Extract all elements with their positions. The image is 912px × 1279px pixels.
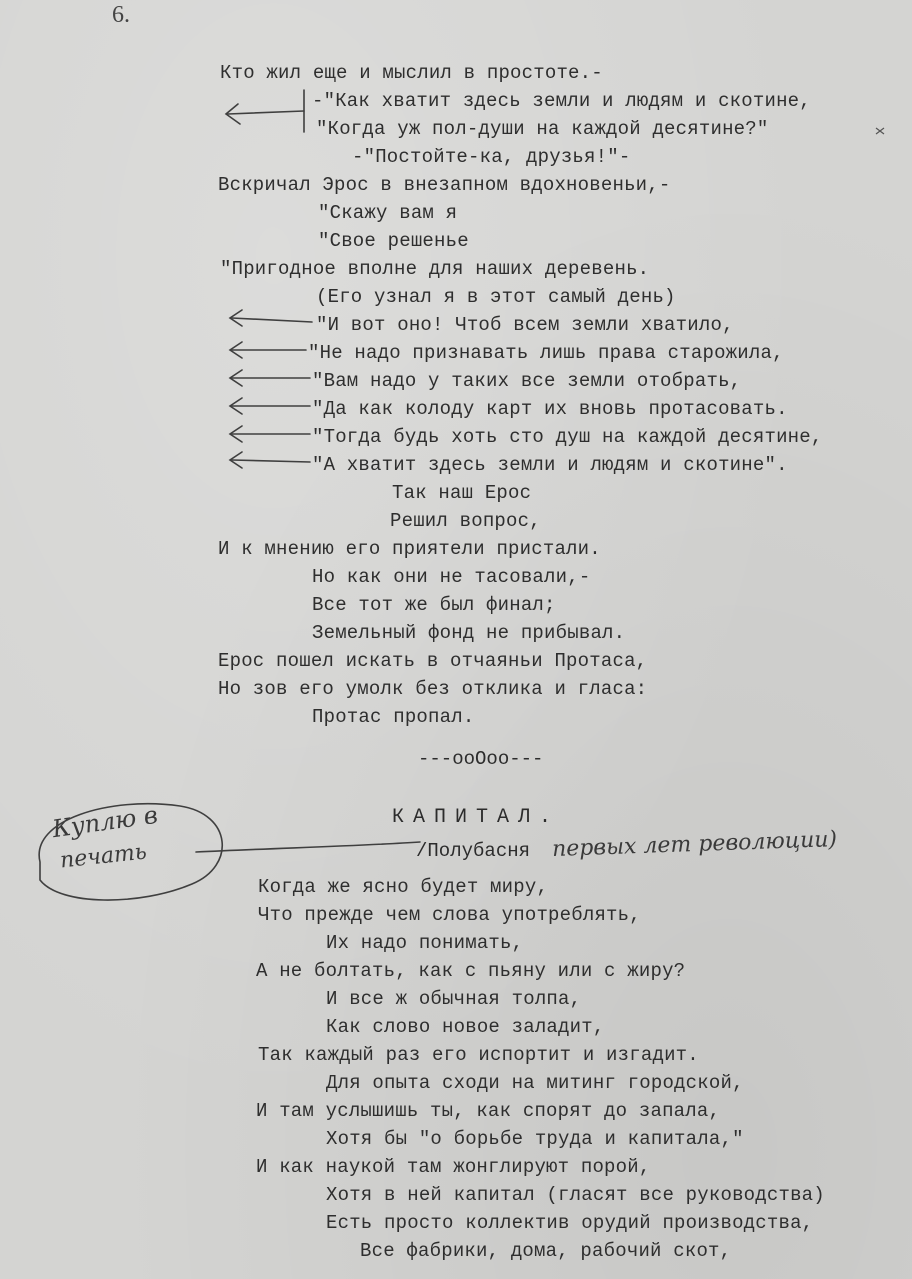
- fable-1-line: (Его узнал я в этот самый день): [316, 286, 676, 308]
- margin-note-line: печать: [58, 839, 148, 874]
- fable-2-line: Что прежде чем слова употреблять,: [258, 904, 641, 926]
- fable-2-line: Как слово новое заладит,: [326, 1016, 605, 1038]
- fable-1-line: Но как они не тасовали,-: [312, 566, 591, 588]
- left-arrow-icon: [232, 460, 310, 462]
- fable-1-line: Кто жил еще и мыслил в простоте.-: [220, 62, 603, 84]
- left-arrow-icon: [230, 342, 242, 358]
- margin-tick-icon: [876, 128, 884, 134]
- fable-2-line: И там услышишь ты, как спорят до запала,: [256, 1100, 721, 1122]
- fable-1-line: И к мнению его приятели пристали.: [218, 538, 601, 560]
- fable-1-line: "Свое решенье: [318, 230, 469, 252]
- fable-1-line: "Вам надо у таких все земли отобрать,: [312, 370, 742, 392]
- fable-1-line: "Когда уж пол-души на каждой десятине?": [316, 118, 769, 140]
- margin-note-line: Куплю в: [50, 800, 160, 844]
- fable-1-line: "А хватит здесь земли и людям и скотине".: [312, 454, 788, 476]
- fable-2-line: И как наукой там жонглируют порой,: [256, 1156, 651, 1178]
- fable-1-line: Протас пропал.: [312, 706, 475, 728]
- fable-1-line: "Скажу вам я: [318, 202, 458, 224]
- fable-2-line: И все ж обычная толпа,: [326, 988, 582, 1010]
- fable-1-line: "И вот оно! Чтоб всем земли хватило,: [316, 314, 734, 336]
- fable-1-line: "Да как колоду карт их вновь протасовать.: [312, 398, 788, 420]
- fable-1-line: Ерос пошел искать в отчаяньи Протаса,: [218, 650, 648, 672]
- fable-2-subtitle-typed: /Полубасня: [416, 840, 531, 862]
- fable-1-line: Решил вопрос,: [390, 510, 541, 532]
- fable-2-line: Хотя в ней капитал (гласят все руководства): [326, 1184, 825, 1206]
- fable-2-line: Хотя бы "о борьбе труда и капитала,": [326, 1128, 744, 1150]
- fable-1-line: "Тогда будь хоть сто душ на каждой десятине,: [312, 426, 823, 448]
- fable-1-line: Все тот же был финал;: [312, 594, 556, 616]
- fable-2-line: Так каждый раз его испортит и изгадит.: [258, 1044, 699, 1066]
- left-arrow-icon: [230, 426, 242, 442]
- fable-2-line: Все фабрики, дома, рабочий скот,: [360, 1240, 732, 1262]
- left-arrow-icon: [230, 398, 242, 414]
- fable-2-line: Есть просто коллектив орудий производства,: [326, 1212, 814, 1234]
- fable-2-line: Для опыта сходи на митинг городской,: [326, 1072, 744, 1094]
- left-arrow-icon: [230, 370, 242, 386]
- fable-2-title: КАПИТАЛ.: [392, 806, 561, 829]
- fable-1-line: Вскричал Эрос в внезапном вдохновеньи,-: [218, 174, 671, 196]
- left-arrow-icon: [226, 104, 240, 124]
- left-arrow-icon: [228, 111, 304, 114]
- section-separator: ---ooOoo---: [418, 748, 544, 770]
- fable-2-line: Их надо понимать,: [326, 932, 524, 954]
- left-arrow-icon: [232, 318, 312, 322]
- fable-1-line: Так наш Ерос: [392, 482, 532, 504]
- fable-1-line: -"Как хватит здесь земли и людям и скотине,: [312, 90, 811, 112]
- fable-2-line: Когда же ясно будет миру,: [258, 876, 549, 898]
- fable-1-line: -"Постойте-ка, друзья!"-: [352, 146, 631, 168]
- fable-2-line: А не болтать, как с пьяну или с жиру?: [256, 960, 686, 982]
- left-arrow-icon: [230, 310, 242, 326]
- fable-1-line: Но зов его умолк без отклика и гласа:: [218, 678, 648, 700]
- fable-1-line: Земельный фонд не прибывал.: [312, 622, 626, 644]
- fable-1-line: "Пригодное вполне для наших деревень.: [220, 258, 650, 280]
- page-number: 6.: [112, 2, 130, 28]
- left-arrow-icon: [230, 452, 242, 468]
- connector-line: [196, 842, 420, 852]
- fable-2-subtitle-handwritten: первых лет революции): [551, 827, 838, 862]
- fable-1-line: "Не надо признавать лишь права старожила,: [308, 342, 784, 364]
